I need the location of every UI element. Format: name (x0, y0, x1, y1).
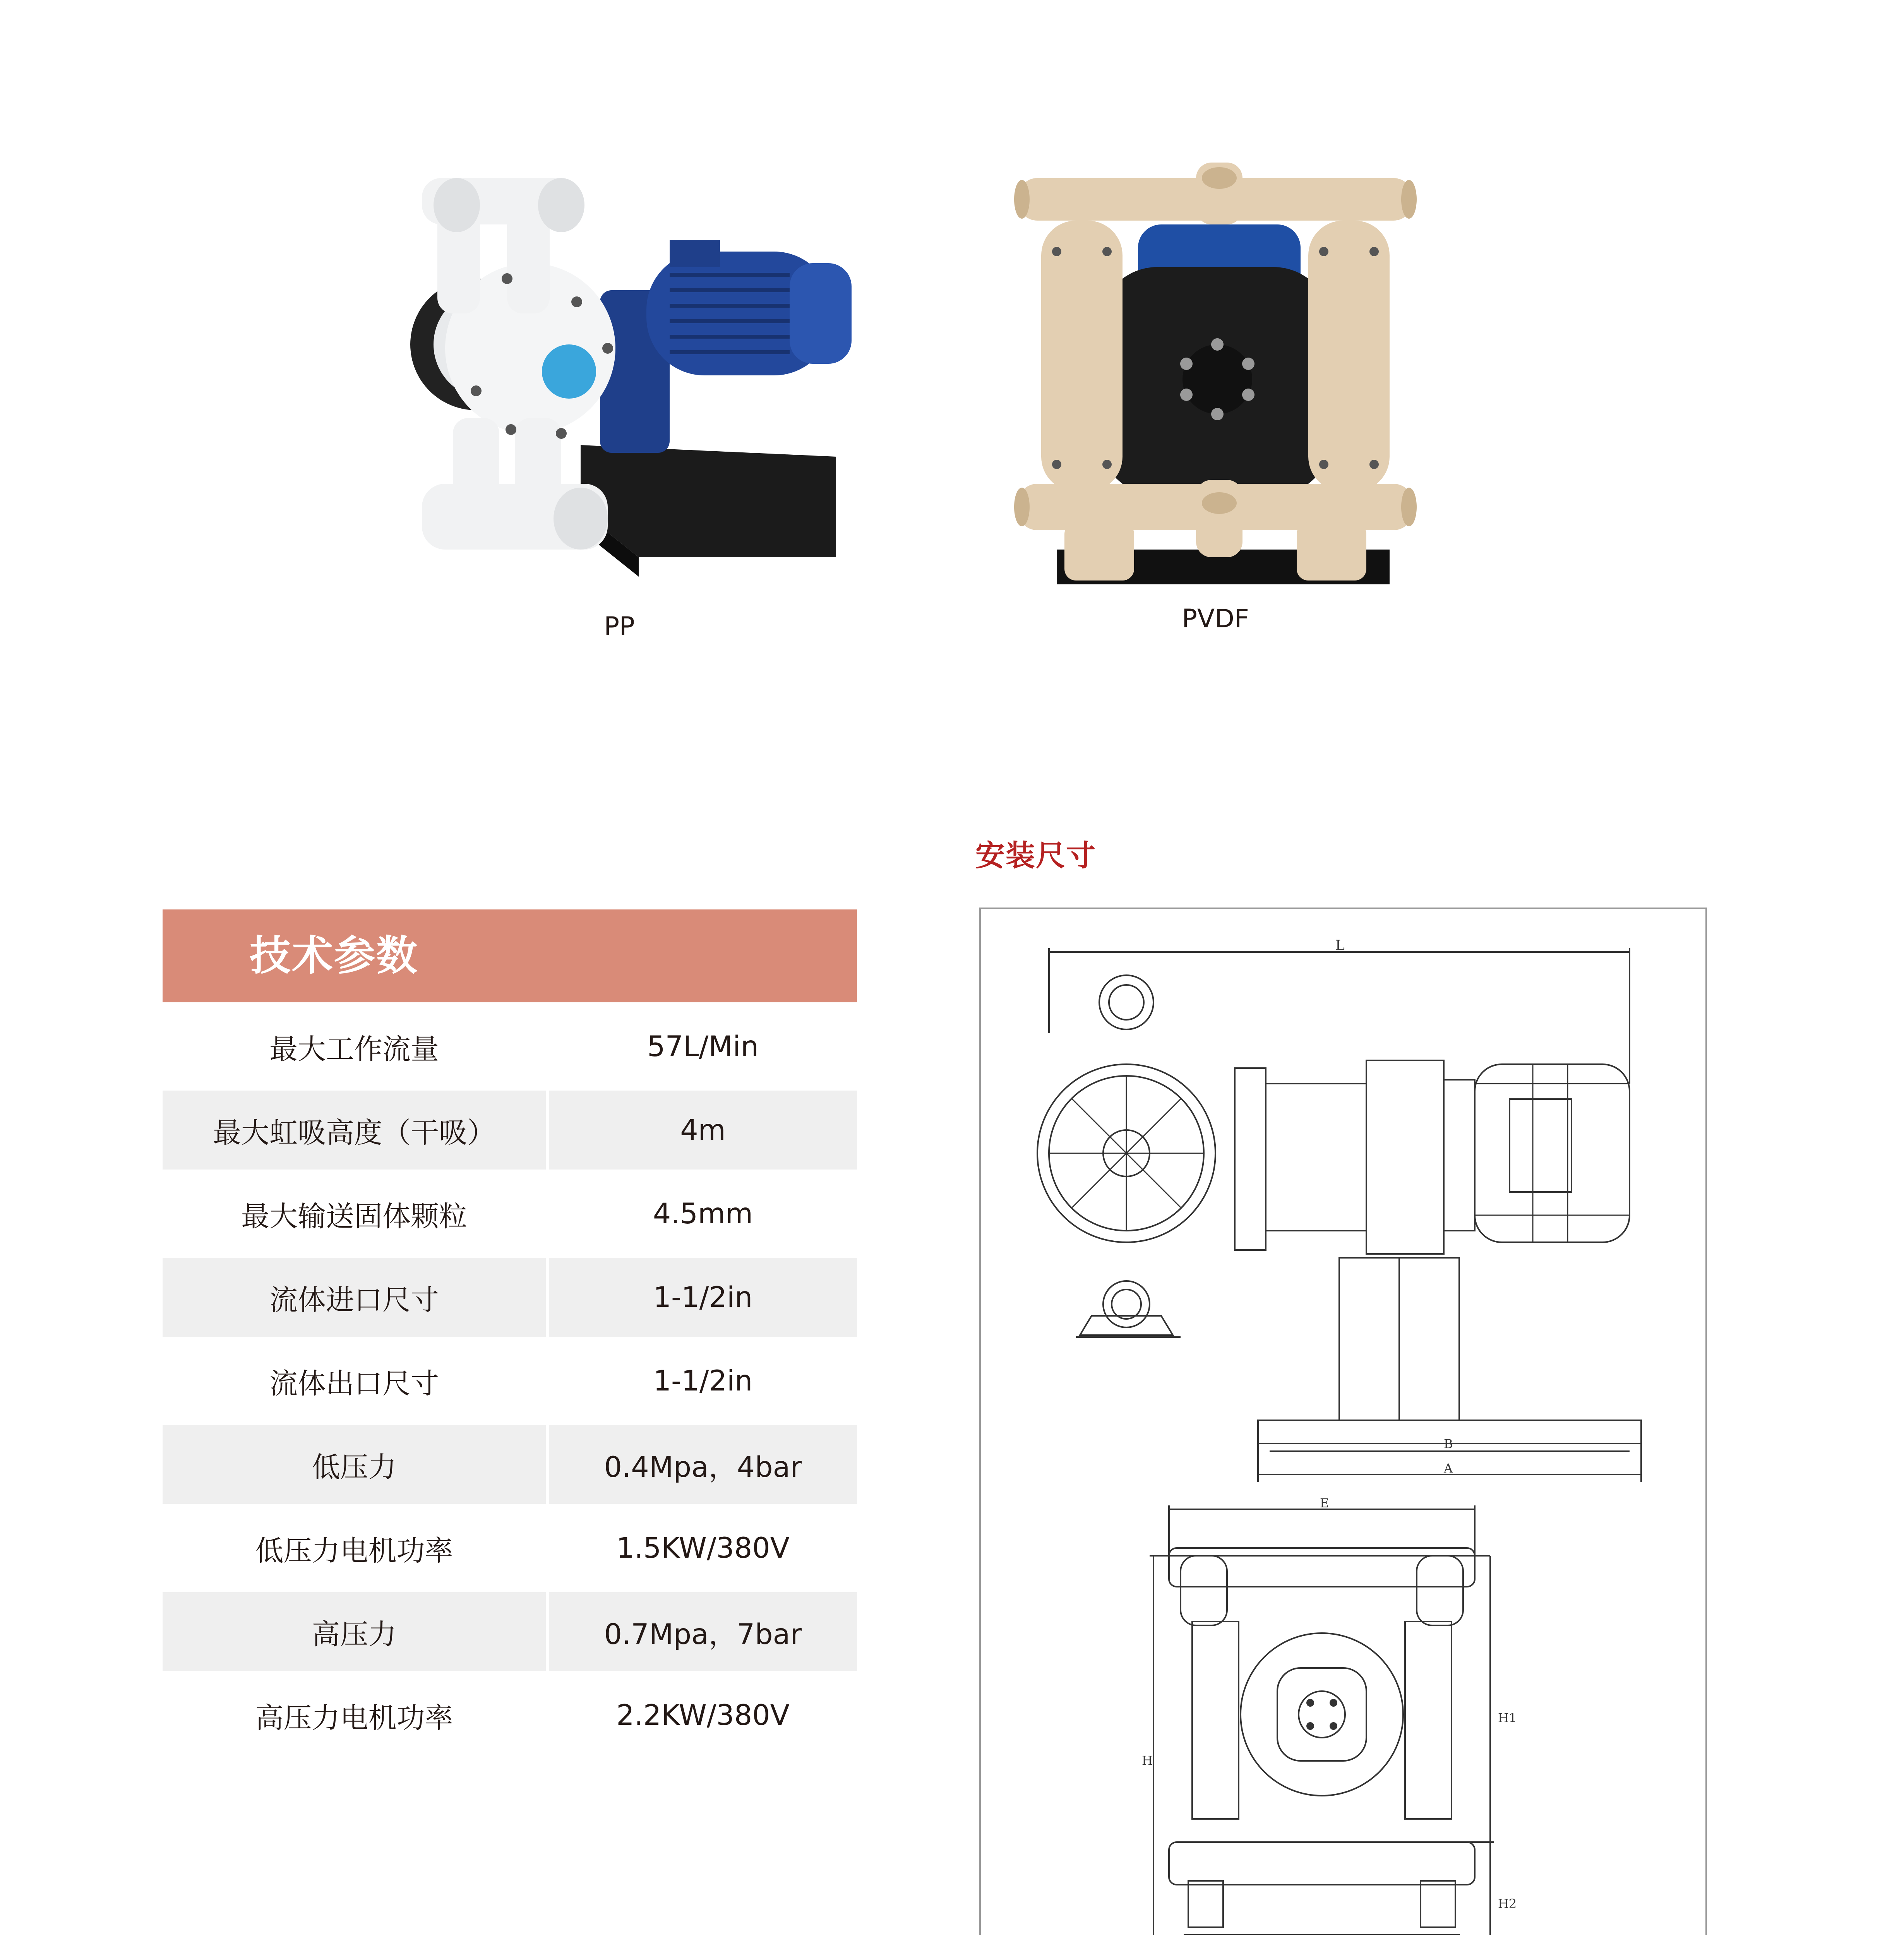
spec-row (163, 1258, 857, 1341)
dim-label-H: H (1142, 1753, 1153, 1768)
dim-label-E: E (1320, 1496, 1329, 1510)
spec-label: 低压力 (163, 1425, 546, 1504)
pp-caption: PP (604, 611, 635, 641)
spec-value: 1-1/2in (549, 1258, 857, 1337)
spec-value: 4.5mm (653, 1197, 753, 1230)
pvdf-pump-photo (1010, 163, 1421, 596)
spec-label: 低压力电机功率 (255, 1534, 453, 1567)
spec-label: 高压力 (163, 1592, 546, 1671)
spec-label: 高压力电机功率 (255, 1701, 453, 1735)
spec-row (163, 1174, 857, 1258)
spec-value: 2.2KW/380V (616, 1699, 790, 1732)
pvdf-caption: PVDF (1182, 604, 1249, 634)
spec-label: 最大输送固体颗粒 (241, 1200, 467, 1233)
install-technical-drawing (1006, 937, 1688, 1935)
spec-row (163, 1007, 857, 1091)
spec-label: 最大工作流量 (269, 1033, 439, 1066)
spec-value: 4m (549, 1091, 857, 1170)
spec-value: 0.7Mpa，7bar (549, 1592, 857, 1671)
spec-row (163, 1509, 857, 1592)
spec-row (163, 1091, 857, 1174)
spec-value: 1-1/2in (653, 1364, 753, 1397)
spec-value: 1.5KW/380V (616, 1531, 790, 1565)
dim-label-B: B (1444, 1437, 1453, 1451)
spec-label: 流体进口尺寸 (163, 1258, 546, 1337)
pp-pump-photo (399, 163, 863, 596)
spec-table-title: 技术参数 (163, 909, 857, 1002)
spec-label: 流体出口尺寸 (269, 1367, 439, 1400)
spec-row (163, 1425, 857, 1509)
spec-value: 0.4Mpa，4bar (549, 1425, 857, 1504)
spec-row (163, 1592, 857, 1676)
spec-label: 最大虹吸高度（干吸） (163, 1091, 546, 1170)
dim-label-H2: H2 (1498, 1896, 1517, 1911)
dim-label-H1: H1 (1498, 1711, 1517, 1725)
spec-row (163, 1676, 857, 1759)
spec-table (163, 1007, 857, 1759)
side-view-drawing (1037, 938, 1641, 1482)
spec-value: 57L/Min (647, 1030, 759, 1063)
spec-row (163, 1341, 857, 1425)
front-view-drawing (1142, 1496, 1517, 1935)
dim-label-L: L (1335, 938, 1345, 954)
dim-label-A: A (1444, 1461, 1453, 1476)
install-section-title: 安装尺寸 (975, 838, 1096, 873)
